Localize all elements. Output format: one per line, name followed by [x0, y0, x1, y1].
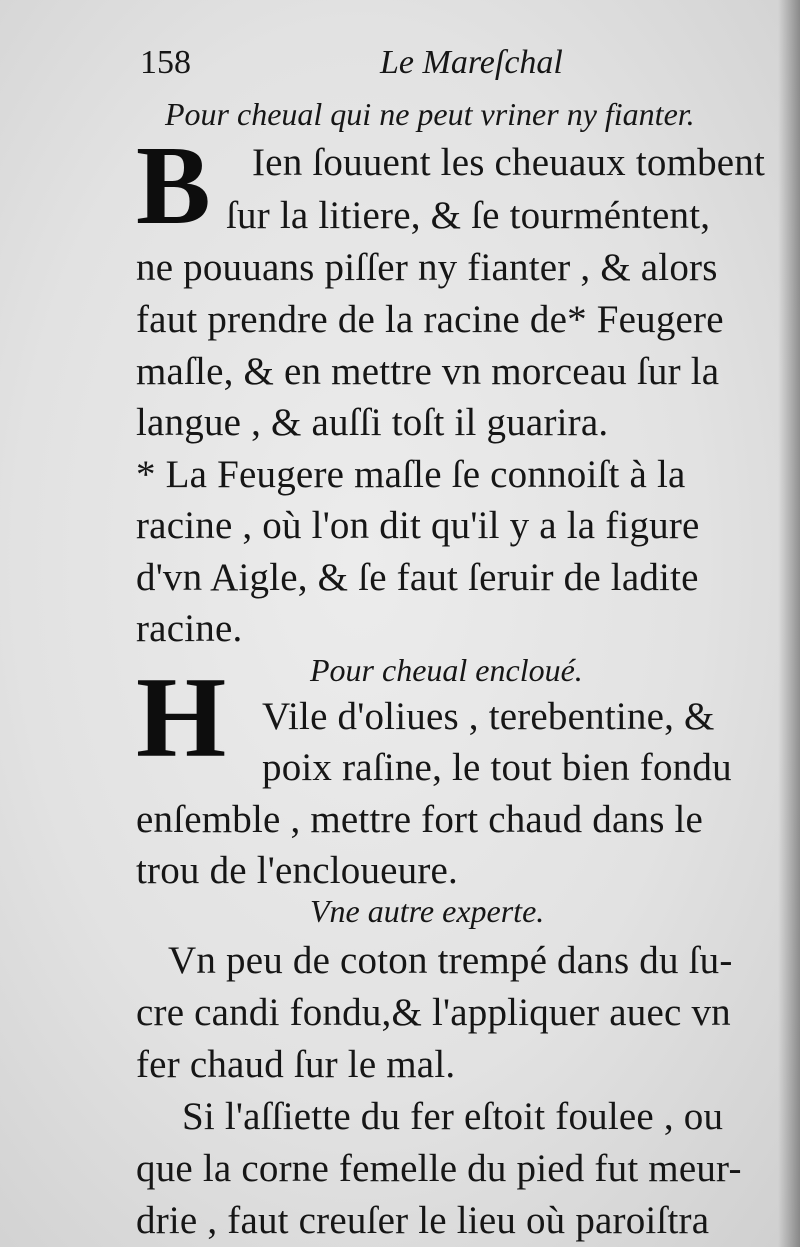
text-line: trou de l'encloueure. [136, 849, 459, 892]
text-line: ſur la litiere, & ſe tourméntent, [226, 194, 711, 237]
text-line: racine , où l'on dit qu'il y a la figure [136, 504, 700, 547]
text-line: Si l'aſſiette du fer eſtoit foulee , ou [182, 1095, 724, 1138]
text-line: poix raſine, le tout bien fondu [262, 746, 732, 789]
text-line: Vn peu de coton trempé dans du ſu- [168, 939, 733, 982]
text-line: langue , & auſſi toſt il guarira. [136, 401, 609, 444]
text-line: * La Feugere maſle ſe connoiſt à la [136, 453, 686, 496]
section-heading: Pour cheual qui ne peut vriner ny fianter. [165, 96, 695, 132]
drop-cap-b: B [136, 124, 211, 248]
text-line: fer chaud ſur le mal. [136, 1043, 456, 1086]
text-line: racine. [136, 607, 243, 650]
section-heading: Vne autre experte. [310, 893, 545, 929]
running-title: Le Mareſchal [380, 44, 563, 81]
text-line: faut prendre de la racine de* Feugere [136, 298, 724, 341]
section-heading: Pour cheual encloué. [310, 652, 583, 688]
text-line: enſemble , mettre fort chaud dans le [136, 798, 704, 841]
text-line: Ien ſouuent les cheuaux tombent [252, 141, 766, 184]
page-number: 158 [140, 44, 191, 81]
text-line: maſle, & en mettre vn morceau ſur la [136, 350, 720, 393]
text-line: drie , faut creuſer le lieu où paroiſtra [136, 1199, 710, 1242]
drop-cap-h: H [136, 654, 227, 782]
text-line: Vile d'oliues , terebentine, & [262, 695, 715, 738]
text-line: cre candi fondu,& l'appliquer auec vn [136, 991, 731, 1034]
text-line: d'vn Aigle, & ſe faut ſeruir de ladite [136, 556, 699, 599]
text-line: ne pouuans piſſer ny fianter , & alors [136, 246, 718, 289]
text-line: que la corne femelle du pied fut meur- [136, 1147, 742, 1190]
